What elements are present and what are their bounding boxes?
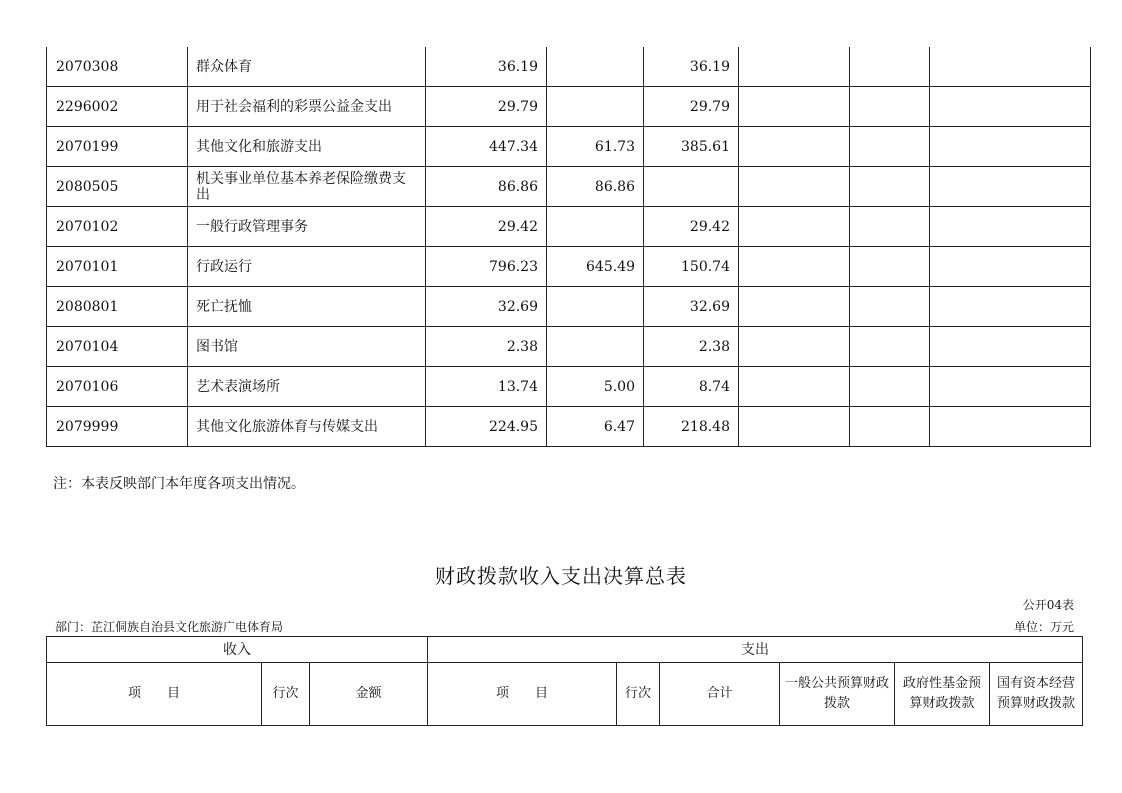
table-row (47, 247, 1091, 287)
row-empty (739, 367, 850, 407)
row-total: 2.38 (426, 327, 547, 367)
row-empty (850, 367, 930, 407)
row-project: 150.74 (644, 247, 739, 287)
row-empty (739, 87, 850, 127)
row-empty (930, 87, 1091, 127)
row-empty (930, 127, 1091, 167)
table-row (47, 407, 1091, 447)
expense-item-header: 项 目 (428, 663, 617, 726)
row-empty (850, 47, 930, 87)
row-name: 死亡抚恤 (188, 287, 426, 327)
row-project: 32.69 (644, 287, 739, 327)
row-basic: 645.49 (547, 247, 644, 287)
row-code: 2070199 (47, 127, 188, 167)
row-empty (850, 207, 930, 247)
row-project (644, 167, 739, 207)
report-title: 财政拨款收入支出决算总表 (435, 564, 687, 588)
row-project: 29.42 (644, 207, 739, 247)
row-empty (850, 327, 930, 367)
table-row (47, 47, 1091, 87)
row-total: 32.69 (426, 287, 547, 327)
row-empty (739, 127, 850, 167)
income-line-header: 行次 (262, 663, 310, 726)
row-project: 385.61 (644, 127, 739, 167)
row-total: 447.34 (426, 127, 547, 167)
row-code: 2080801 (47, 287, 188, 327)
row-name: 机关事业单位基本养老保险缴费支出 (188, 167, 426, 207)
row-total: 86.86 (426, 167, 547, 207)
expense-total-header: 合计 (660, 663, 780, 726)
gov-fund-header: 政府性基金预算财政拨款 (895, 663, 990, 726)
row-empty (930, 327, 1091, 367)
row-code: 2070101 (47, 247, 188, 287)
expense-line-header: 行次 (617, 663, 660, 726)
row-basic (547, 47, 644, 87)
state-capital-header: 国有资本经营预算财政拨款 (990, 663, 1083, 726)
row-code: 2079999 (47, 407, 188, 447)
row-total: 224.95 (426, 407, 547, 447)
row-empty (739, 47, 850, 87)
row-empty (930, 367, 1091, 407)
row-code: 2296002 (47, 87, 188, 127)
row-empty (850, 407, 930, 447)
row-empty (739, 207, 850, 247)
row-total: 796.23 (426, 247, 547, 287)
table-row (47, 207, 1091, 247)
row-name: 图书馆 (188, 327, 426, 367)
table-row (47, 167, 1091, 207)
row-total: 29.42 (426, 207, 547, 247)
row-code: 2070104 (47, 327, 188, 367)
income-header: 收入 (47, 637, 428, 663)
row-code: 2080505 (47, 167, 188, 207)
row-basic (547, 327, 644, 367)
row-empty (930, 47, 1091, 87)
row-empty (930, 287, 1091, 327)
table-row (47, 287, 1091, 327)
row-empty (850, 127, 930, 167)
row-total: 13.74 (426, 367, 547, 407)
row-project: 8.74 (644, 367, 739, 407)
row-empty (930, 167, 1091, 207)
row-empty (739, 247, 850, 287)
row-empty (930, 207, 1091, 247)
table-row (47, 87, 1091, 127)
table-row (47, 367, 1091, 407)
row-empty (930, 247, 1091, 287)
row-basic: 86.86 (547, 167, 644, 207)
row-name: 艺术表演场所 (188, 367, 426, 407)
row-name: 用于社会福利的彩票公益金支出 (188, 87, 426, 127)
appropriation-summary-table (46, 636, 1083, 726)
row-empty (850, 287, 930, 327)
row-empty (930, 407, 1091, 447)
row-empty (739, 287, 850, 327)
row-empty (850, 87, 930, 127)
department-label: 部门：芷江侗族自治县文化旅游广电体育局 (55, 620, 284, 634)
row-empty (739, 167, 850, 207)
row-code: 2070102 (47, 207, 188, 247)
row-project: 2.38 (644, 327, 739, 367)
income-item-header: 项 目 (47, 663, 262, 726)
row-empty (739, 407, 850, 447)
row-basic (547, 87, 644, 127)
row-name: 其他文化旅游体育与传媒支出 (188, 407, 426, 447)
expense-table (46, 47, 1091, 447)
row-code: 2070106 (47, 367, 188, 407)
row-empty (850, 167, 930, 207)
table-row (47, 127, 1091, 167)
row-project: 218.48 (644, 407, 739, 447)
row-total: 29.79 (426, 87, 547, 127)
row-name: 群众体育 (188, 47, 426, 87)
row-empty (739, 327, 850, 367)
row-name: 一般行政管理事务 (188, 207, 426, 247)
income-amount-header: 金额 (310, 663, 428, 726)
table-note: 注：本表反映部门本年度各项支出情况。 (53, 476, 305, 492)
row-name: 行政运行 (188, 247, 426, 287)
unit-label: 单位：万元 (1013, 620, 1074, 634)
table-row (47, 327, 1091, 367)
general-budget-header: 一般公共预算财政拨款 (780, 663, 895, 726)
row-code: 2070308 (47, 47, 188, 87)
row-project: 36.19 (644, 47, 739, 87)
form-code: 公开04表 (1022, 598, 1074, 612)
row-basic: 5.00 (547, 367, 644, 407)
row-basic: 6.47 (547, 407, 644, 447)
expense-header: 支出 (428, 637, 1083, 663)
row-project: 29.79 (644, 87, 739, 127)
row-basic: 61.73 (547, 127, 644, 167)
row-empty (850, 247, 930, 287)
row-name: 其他文化和旅游支出 (188, 127, 426, 167)
row-total: 36.19 (426, 47, 547, 87)
row-basic (547, 207, 644, 247)
row-basic (547, 287, 644, 327)
